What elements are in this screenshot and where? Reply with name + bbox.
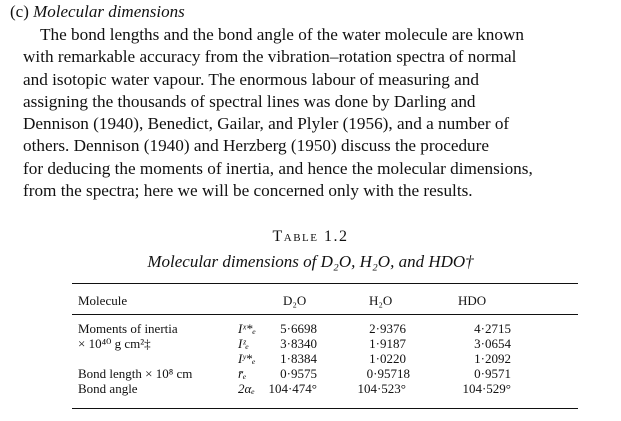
table-cell: 2·9376: [369, 321, 406, 336]
table-cell: 0·9575: [280, 366, 317, 381]
table-cell: 1·8384: [280, 351, 317, 366]
table-cell: 5·6698: [280, 321, 317, 336]
table-cell: 3·8340: [280, 336, 317, 351]
column-header-hdo: HDO: [458, 293, 487, 308]
table-cell: 104·529°: [462, 381, 511, 396]
table-label: Table 1.2: [272, 228, 349, 245]
paragraph-line: with remarkable accuracy from the vibration–rotation spectra of normal: [23, 47, 517, 67]
row-symbol: Iᶻₑ: [238, 336, 249, 351]
row-symbol: 2αₑ: [238, 381, 255, 396]
row-label: Bond length × 10⁸ cm: [78, 366, 193, 381]
table-bottom-rule: [72, 408, 578, 409]
paragraph-line: from the spectra; here we will be concerned only with the results.: [23, 181, 473, 201]
column-header-d2o: D₂O: [283, 293, 307, 308]
table-cell: 0·9571: [474, 366, 511, 381]
body-paragraph: [23, 24, 596, 202]
section-heading: [10, 2, 185, 22]
row-label: Moments of inertia: [78, 321, 178, 336]
table-header-rule: [72, 314, 578, 315]
table-cell: 4·2715: [474, 321, 511, 336]
section-title: Molecular dimensions: [33, 2, 185, 21]
table-cell: 1·2092: [474, 351, 511, 366]
paragraph-line: The bond lengths and the bond angle of the water molecule are known: [40, 25, 524, 44]
column-header-molecule: Molecule: [78, 293, 128, 308]
table-cell: 1·0220: [369, 351, 406, 366]
paragraph-line: and isotopic water vapour. The enormous labour of measuring and: [23, 69, 479, 89]
section-label: (c): [10, 2, 29, 21]
table-cell: 1·9187: [369, 336, 406, 351]
table-cell: 104·523°: [357, 381, 406, 396]
paragraph-line: others. Dennison (1940) and Herzberg (1950) discuss the procedure: [23, 136, 490, 156]
table-cell: 104·474°: [268, 381, 317, 396]
row-symbol: Iˣ*ₑ: [238, 321, 256, 336]
row-label: × 10⁴⁰ g cm²‡: [78, 336, 151, 351]
row-label: Bond angle: [78, 381, 138, 396]
row-symbol: r̄ₑ: [238, 366, 247, 381]
caption-prefix: Molecular dimensions of: [147, 252, 317, 271]
paragraph-line: assigning the thousands of spectral lines was done by Darling and: [23, 91, 476, 111]
table-cell: 0·95718: [366, 366, 410, 381]
paragraph-line: Dennison (1940), Benedict, Gailar, and Plyler (1956), and a number of: [23, 114, 510, 134]
paragraph-line: for deducing the moments of inertia, and hence the molecular dimensions,: [23, 158, 533, 178]
row-symbol: Iʸ*ₑ: [238, 351, 256, 366]
caption-suffix: D₂O, H₂O, and HDO†: [320, 252, 474, 271]
table-top-rule: [72, 283, 578, 284]
table-caption: [0, 252, 621, 272]
column-header-h2o: H₂O: [369, 293, 393, 308]
table-cell: 3·0654: [474, 336, 511, 351]
